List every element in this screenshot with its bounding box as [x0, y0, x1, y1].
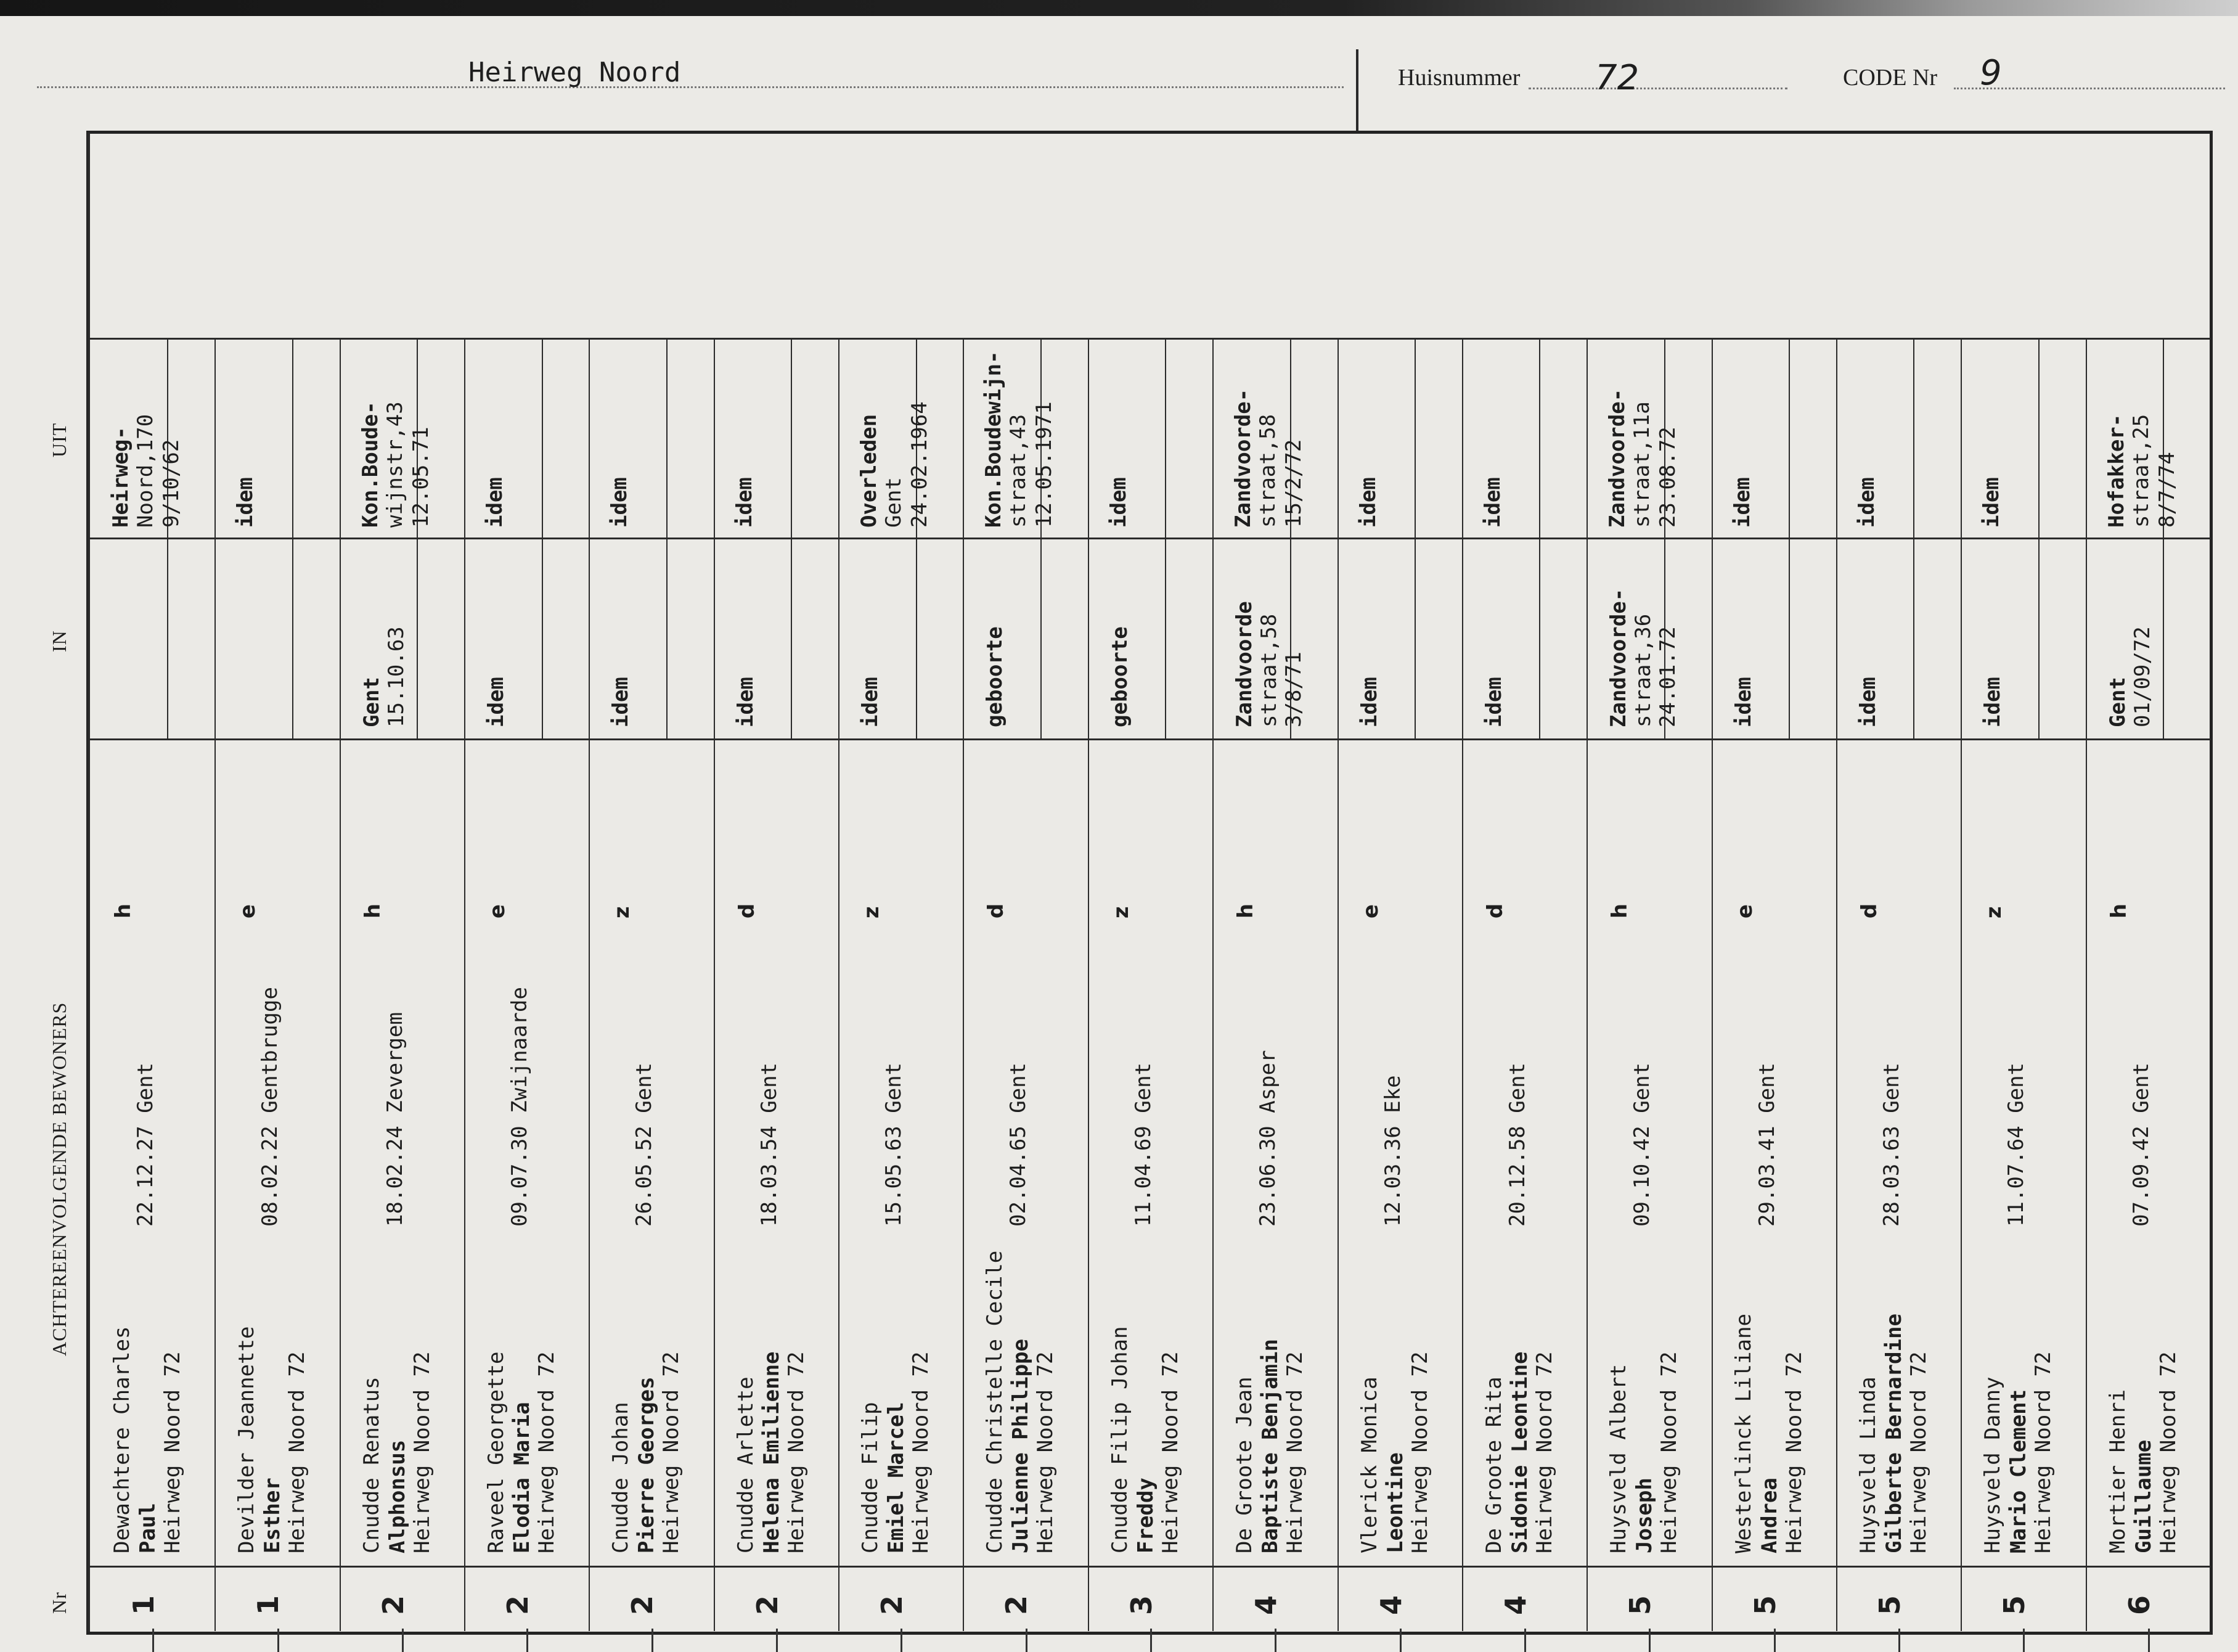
resident-name-line1: Cnudde Christelle Cecile	[982, 1250, 1007, 1553]
resident-nr: 2	[626, 1595, 659, 1615]
resident-birth: 20.12.58 Gent	[1505, 1062, 1530, 1227]
in-line1: Gent	[359, 677, 384, 727]
resident-sex: e	[235, 904, 260, 918]
resident-birth: 07.09.42 Gent	[2129, 1062, 2154, 1227]
resident-nr: 1	[127, 1595, 160, 1615]
resident-name-line2: Sidonie Leontine	[1508, 1351, 1532, 1553]
uit-line2: wijnstr,43	[383, 401, 407, 528]
uit-line2: Noord,170	[133, 414, 158, 528]
uit-line1: Kon.Boudewijn-	[981, 351, 1006, 528]
resident-birth: 22.12.27 Gent	[133, 1062, 158, 1227]
resident-sex: d	[1857, 903, 1882, 918]
uit-line2: straat,43	[1006, 414, 1031, 528]
uit-line1: idem	[483, 477, 507, 528]
resident-name-line2: Alphonsus	[385, 1439, 410, 1553]
resident-birth: 11.07.64 Gent	[2004, 1062, 2028, 1227]
uit-line2: straat,58	[1256, 414, 1280, 528]
in-line1: idem	[1980, 677, 2005, 727]
resident-name-line2: Emiel Marcel	[884, 1402, 909, 1553]
in-cell-rule	[666, 539, 668, 738]
resident-name-line1: Cnudde Arlette	[733, 1376, 758, 1553]
in-line1: Zandvoorde-	[1606, 588, 1631, 727]
in-uit-rule	[90, 538, 2210, 539]
row-separator	[589, 338, 590, 1631]
resident-address: Heirweg Noord 72	[659, 1351, 684, 1553]
uit-line1: idem	[732, 477, 757, 528]
uit-line2: straat,25	[2129, 414, 2154, 528]
resident-sex: z	[859, 906, 884, 918]
resident-sex: e	[1733, 904, 1757, 918]
uit-line1: Overleden	[857, 414, 881, 528]
uit-line1: idem	[1979, 477, 2004, 528]
row-separator	[714, 338, 715, 1631]
resident-name-line1: Devilder Jeannette	[234, 1326, 259, 1553]
resident-sex: h	[1233, 903, 1258, 918]
row-separator	[1587, 338, 1588, 1631]
in-line1: idem	[484, 677, 508, 727]
uit-cell-rule	[1165, 340, 1166, 538]
resident-nr: 3	[1125, 1595, 1158, 1615]
resident-nr: 1	[251, 1595, 285, 1615]
resident-name-line1: Cnudde Johan	[608, 1402, 633, 1553]
resident-address: Heirweg Noord 72	[410, 1351, 435, 1553]
resident-name-line2: Andrea	[1757, 1478, 1782, 1553]
in-line2: 15.10.63	[384, 626, 409, 727]
resident-birth: 29.03.41 Gent	[1755, 1062, 1779, 1227]
column-header-residents: ACHTEREENVOLGENDE BEWONERS	[48, 1002, 70, 1356]
uit-line3: 9/10/62	[159, 439, 184, 528]
in-cell-rule	[542, 539, 543, 738]
row-tick	[651, 1629, 653, 1652]
in-cell-rule	[1040, 539, 1042, 738]
uit-line3: 23.08.72	[1656, 427, 1680, 528]
row-tick	[1150, 1629, 1152, 1652]
resident-address: Heirweg Noord 72	[1033, 1351, 1058, 1553]
uit-line3: 12.05.71	[409, 427, 433, 528]
code-number-value: 9	[1980, 53, 2002, 93]
row-tick	[1026, 1629, 1027, 1652]
in-cell-rule	[916, 539, 917, 738]
in-cell-rule	[791, 539, 792, 738]
resident-name-line2: Esther	[260, 1478, 285, 1553]
resident-nr: 2	[1000, 1595, 1033, 1615]
uit-line1: idem	[1855, 477, 1879, 528]
resident-name-line2: Joseph	[1632, 1478, 1657, 1553]
resident-name-line1: Cnudde Renatus	[359, 1376, 384, 1553]
in-cell-rule	[1913, 539, 1914, 738]
uit-line1: idem	[1356, 477, 1381, 528]
in-cell-rule	[1165, 539, 1166, 738]
uit-line1: Hofakker-	[2104, 414, 2129, 528]
resident-name-line2: Helena Emilienne	[759, 1351, 784, 1553]
nr-residents-rule	[90, 1566, 2210, 1568]
resident-birth: 26.05.52 Gent	[632, 1062, 656, 1227]
row-tick	[277, 1629, 279, 1652]
resident-nr: 6	[2123, 1595, 2156, 1615]
resident-birth: 28.03.63 Gent	[1879, 1062, 1904, 1227]
resident-name-line2: Elodia Maria	[510, 1402, 534, 1553]
resident-nr: 5	[1873, 1595, 1906, 1615]
in-line1: geboorte	[982, 626, 1007, 727]
resident-address: Heirweg Noord 72	[1657, 1351, 1681, 1553]
uit-line3: 15/2/72	[1281, 439, 1306, 528]
uit-cell-rule	[542, 340, 543, 538]
row-separator	[1337, 338, 1339, 1631]
resident-sex: d	[984, 903, 1008, 918]
in-line1: idem	[1731, 677, 1756, 727]
resident-name-line1: De Groote Rita	[1482, 1376, 1506, 1553]
in-line1: idem	[858, 677, 883, 727]
resident-sex: h	[111, 903, 136, 918]
in-line1: idem	[608, 677, 633, 727]
uit-line3: 24.02.1964	[907, 401, 932, 528]
resident-birth: 11.04.69 Gent	[1131, 1062, 1156, 1227]
resident-name-line2: Leontine	[1383, 1452, 1408, 1553]
resident-name-line2: Gilberte Bernardine	[1882, 1314, 1906, 1553]
resident-name-line1: Cnudde Filip Johan	[1108, 1326, 1132, 1553]
row-separator	[1961, 338, 1962, 1631]
in-line1: idem	[1856, 677, 1881, 727]
resident-address: Heirweg Noord 72	[909, 1351, 933, 1553]
resident-name-line2: Mario Clement	[2006, 1389, 2031, 1553]
uit-line3: 12.05.1971	[1032, 401, 1056, 528]
uit-line1: Kon.Boude-	[358, 401, 383, 528]
in-line1: idem	[733, 677, 758, 727]
resident-name-line1: Westerlinck Liliane	[1731, 1314, 1756, 1553]
uit-line1: idem	[233, 477, 258, 528]
row-separator	[2086, 338, 2087, 1631]
row-separator	[1212, 338, 1214, 1631]
in-cell-rule	[417, 539, 418, 738]
resident-birth: 18.02.24 Zevergem	[383, 1012, 407, 1227]
resident-nr: 2	[501, 1595, 534, 1615]
resident-sex: z	[1109, 906, 1133, 918]
in-line3: 3/8/71	[1281, 652, 1306, 727]
in-cell-rule	[1539, 539, 1540, 738]
row-separator	[838, 338, 839, 1631]
resident-name-line1: Raveel Georgette	[484, 1351, 508, 1553]
resident-name-line1: Mortier Henri	[2105, 1389, 2130, 1553]
resident-address: Heirweg Noord 72	[1532, 1351, 1557, 1553]
uit-cell-rule	[1415, 340, 1416, 538]
row-tick	[1524, 1629, 1526, 1652]
uit-line1: Heirweg-	[108, 427, 133, 528]
uit-line1: Zandvoorde-	[1231, 388, 1256, 528]
in-line1: idem	[1357, 677, 1382, 727]
resident-name-line1: Huysveld Linda	[1856, 1376, 1881, 1553]
row-separator	[340, 338, 341, 1631]
row-tick	[1400, 1629, 1402, 1652]
resident-name-line1: Vlerick Monica	[1357, 1376, 1382, 1553]
resident-address: Heirweg Noord 72	[534, 1351, 559, 1553]
row-tick	[2023, 1629, 2025, 1652]
resident-sex: h	[1607, 903, 1632, 918]
header-divider	[1356, 49, 1358, 131]
in-cell-rule	[2163, 539, 2164, 738]
row-separator	[1088, 338, 1089, 1631]
street-dotted-line	[37, 86, 1344, 88]
resident-name-line2: Julienne Philippe	[1008, 1339, 1033, 1553]
in-line3: 24.01.72	[1656, 626, 1680, 727]
resident-name-line2: Paul	[136, 1503, 160, 1553]
in-cell-rule	[1415, 539, 1416, 738]
resident-address: Heirweg Noord 72	[784, 1351, 809, 1553]
resident-sex: e	[1358, 904, 1383, 918]
residents-in-rule	[90, 738, 2210, 740]
row-tick	[776, 1629, 778, 1652]
resident-sex: z	[610, 906, 634, 918]
in-line1: idem	[1482, 677, 1506, 727]
house-number-value: 72	[1595, 58, 1640, 98]
row-separator	[1462, 338, 1463, 1631]
uit-cell-rule	[791, 340, 792, 538]
uit-cell-rule	[1913, 340, 1914, 538]
row-tick	[1898, 1629, 1900, 1652]
column-header-nr: Nr	[48, 1592, 70, 1614]
in-cell-rule	[2038, 539, 2040, 738]
column-header-in: IN	[48, 630, 70, 652]
in-cell-rule	[292, 539, 293, 738]
resident-sex: z	[1982, 906, 2006, 918]
resident-address: Heirweg Noord 72	[1408, 1351, 1432, 1553]
resident-address: Heirweg Noord 72	[1283, 1351, 1307, 1553]
resident-name-line1: Dewachtere Charles	[110, 1326, 134, 1553]
resident-name-line1: Huysveld Albert	[1606, 1364, 1631, 1553]
row-tick	[901, 1629, 902, 1652]
resident-nr: 4	[1499, 1595, 1532, 1615]
resident-birth: 15.05.63 Gent	[881, 1062, 906, 1227]
house-number-dotted-line	[1529, 88, 1787, 89]
scan-top-edge	[0, 0, 2238, 16]
resident-nr: 5	[1749, 1595, 1782, 1615]
resident-address: Heirweg Noord 72	[1158, 1351, 1183, 1553]
resident-sex: d	[735, 903, 759, 918]
row-tick	[1275, 1629, 1276, 1652]
in-line2: straat,36	[1631, 613, 1656, 727]
resident-birth: 09.10.42 Gent	[1630, 1062, 1654, 1227]
uit-line1: idem	[607, 477, 632, 528]
resident-birth: 08.02.22 Gentbrugge	[258, 987, 282, 1227]
resident-nr: 5	[1623, 1595, 1657, 1615]
row-separator	[963, 338, 964, 1631]
code-number-label: CODE Nr	[1843, 65, 1938, 91]
resident-name-line2: Baptiste Benjamin	[1258, 1339, 1283, 1553]
uit-cell-rule	[666, 340, 668, 538]
resident-birth: 09.07.30 Zwijnaarde	[507, 987, 532, 1227]
uit-cell-rule	[1539, 340, 1540, 538]
resident-address: Heirweg Noord 72	[160, 1351, 185, 1553]
resident-sex: h	[2107, 903, 2131, 918]
uit-line1: idem	[1480, 477, 1505, 528]
resident-address: Heirweg Noord 72	[285, 1351, 309, 1553]
uit-line2: straat,11a	[1630, 401, 1654, 528]
resident-sex: e	[485, 904, 510, 918]
resident-birth: 23.06.30 Asper	[1256, 1050, 1280, 1227]
in-line1: geboorte	[1108, 626, 1132, 727]
uit-line3: 8/7/74	[2155, 452, 2179, 528]
resident-name-line2: Pierre Georges	[634, 1376, 659, 1553]
street-name: Heirweg Noord	[468, 57, 681, 88]
resident-nr: 5	[1998, 1595, 2031, 1615]
house-number-label: Huisnummer	[1398, 65, 1521, 91]
resident-name-line1: Huysveld Danny	[1980, 1376, 2005, 1553]
row-tick	[526, 1629, 528, 1652]
row-tick	[402, 1629, 404, 1652]
resident-sex: h	[361, 903, 385, 918]
uit-top-rule	[90, 338, 2210, 340]
uit-line1: Zandvoorde-	[1605, 388, 1630, 528]
uit-line2: Gent	[881, 477, 906, 528]
resident-name-line1: Cnudde Filip	[858, 1402, 883, 1553]
in-line2: straat,58	[1257, 613, 1281, 727]
row-tick	[2148, 1629, 2150, 1652]
resident-birth: 02.04.65 Gent	[1006, 1062, 1031, 1227]
uit-cell-rule	[2038, 340, 2040, 538]
resident-name-line1: De Groote Jean	[1232, 1376, 1257, 1553]
resident-name-line2: Freddy	[1133, 1478, 1158, 1553]
resident-name-line2: Guillaume	[2131, 1439, 2156, 1553]
row-separator	[464, 338, 465, 1631]
row-separator	[1836, 338, 1837, 1631]
resident-nr: 2	[875, 1595, 909, 1615]
resident-nr: 4	[1249, 1595, 1283, 1615]
resident-birth: 18.03.54 Gent	[757, 1062, 782, 1227]
resident-address: Heirweg Noord 72	[1906, 1351, 1931, 1553]
resident-sex: d	[1483, 903, 1508, 918]
uit-cell-rule	[1789, 340, 1790, 538]
row-tick	[152, 1629, 154, 1652]
row-separator	[214, 338, 216, 1631]
row-separator	[1712, 338, 1713, 1631]
resident-birth: 12.03.36 Eke	[1381, 1075, 1405, 1227]
in-line1: Zandvoorde	[1232, 601, 1257, 727]
resident-address: Heirweg Noord 72	[1782, 1351, 1807, 1553]
row-tick	[1649, 1629, 1651, 1652]
row-tick	[1774, 1629, 1776, 1652]
in-cell-rule	[1789, 539, 1790, 738]
uit-line1: idem	[1106, 477, 1131, 528]
in-line1: Gent	[2105, 677, 2130, 727]
uit-cell-rule	[292, 340, 293, 538]
resident-address: Heirweg Noord 72	[2031, 1351, 2056, 1553]
column-header-uit: UIT	[48, 422, 70, 457]
resident-nr: 2	[751, 1595, 784, 1615]
in-cell-rule	[167, 539, 168, 738]
resident-nr: 2	[377, 1595, 410, 1615]
uit-line1: idem	[1730, 477, 1755, 528]
resident-nr: 4	[1374, 1595, 1408, 1615]
in-line2: 01/09/72	[2130, 626, 2155, 727]
resident-address: Heirweg Noord 72	[2156, 1351, 2181, 1553]
header-band-divider	[88, 133, 90, 1632]
